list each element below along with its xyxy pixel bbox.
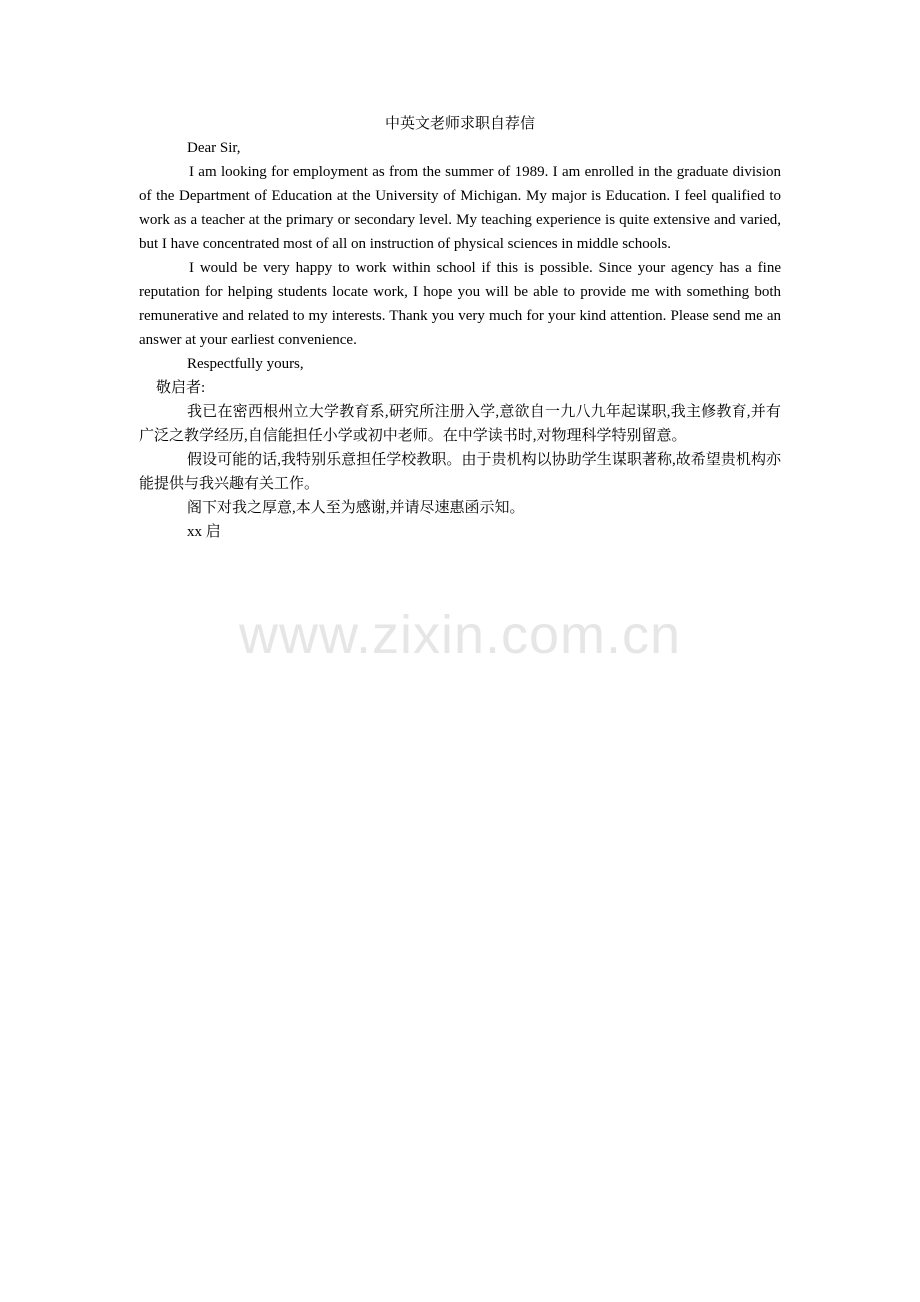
- english-closing: Respectfully yours,: [187, 356, 304, 372]
- chinese-paragraph-2: 假设可能的话,我特别乐意担任学校教职。由于贵机构以协助学生谋职著称,故希望贵机构亦能提供与我兴趣有关工作。: [139, 452, 781, 492]
- chinese-paragraph-1: 我已在密西根州立大学教育系,研究所注册入学,意欲自一九八九年起谋职,我主修教育,并有广泛之教学经历,自信能担任小学或初中老师。在中学读书时,对物理科学特别留意。: [139, 404, 781, 444]
- english-paragraph-2: I would be very happy to work within school if this is possible. Since your agency has a fine reputation for helping students locate work, I hope you will be able to provide me with something both remunerative and related to my interests. Thank you very much for your kind attention. Please send me an answer at your earliest convenience.: [139, 260, 781, 348]
- chinese-paragraph-3: 阁下对我之厚意,本人至为感谢,并请尽速惠函示知。: [187, 500, 525, 516]
- document-title: 中英文老师求职自荐信: [384, 116, 535, 132]
- letter-page: [139, 112, 781, 544]
- chinese-salutation: 敬启者:: [156, 380, 206, 396]
- english-paragraph-1: I am looking for employment as from the summer of 1989. I am enrolled in the graduate division of the Department of Education at the University of Michigan. My major is Education. I feel qualified to work as a teacher at the primary or secondary level. My teaching experience is quite extensive and varied, but I have concentrated most of all on instruction of physical sciences in middle schools.: [139, 164, 781, 252]
- chinese-signature: xx 启: [187, 524, 221, 540]
- watermark: www.zixin.com.cn: [238, 605, 682, 665]
- english-salutation: Dear Sir,: [187, 140, 241, 156]
